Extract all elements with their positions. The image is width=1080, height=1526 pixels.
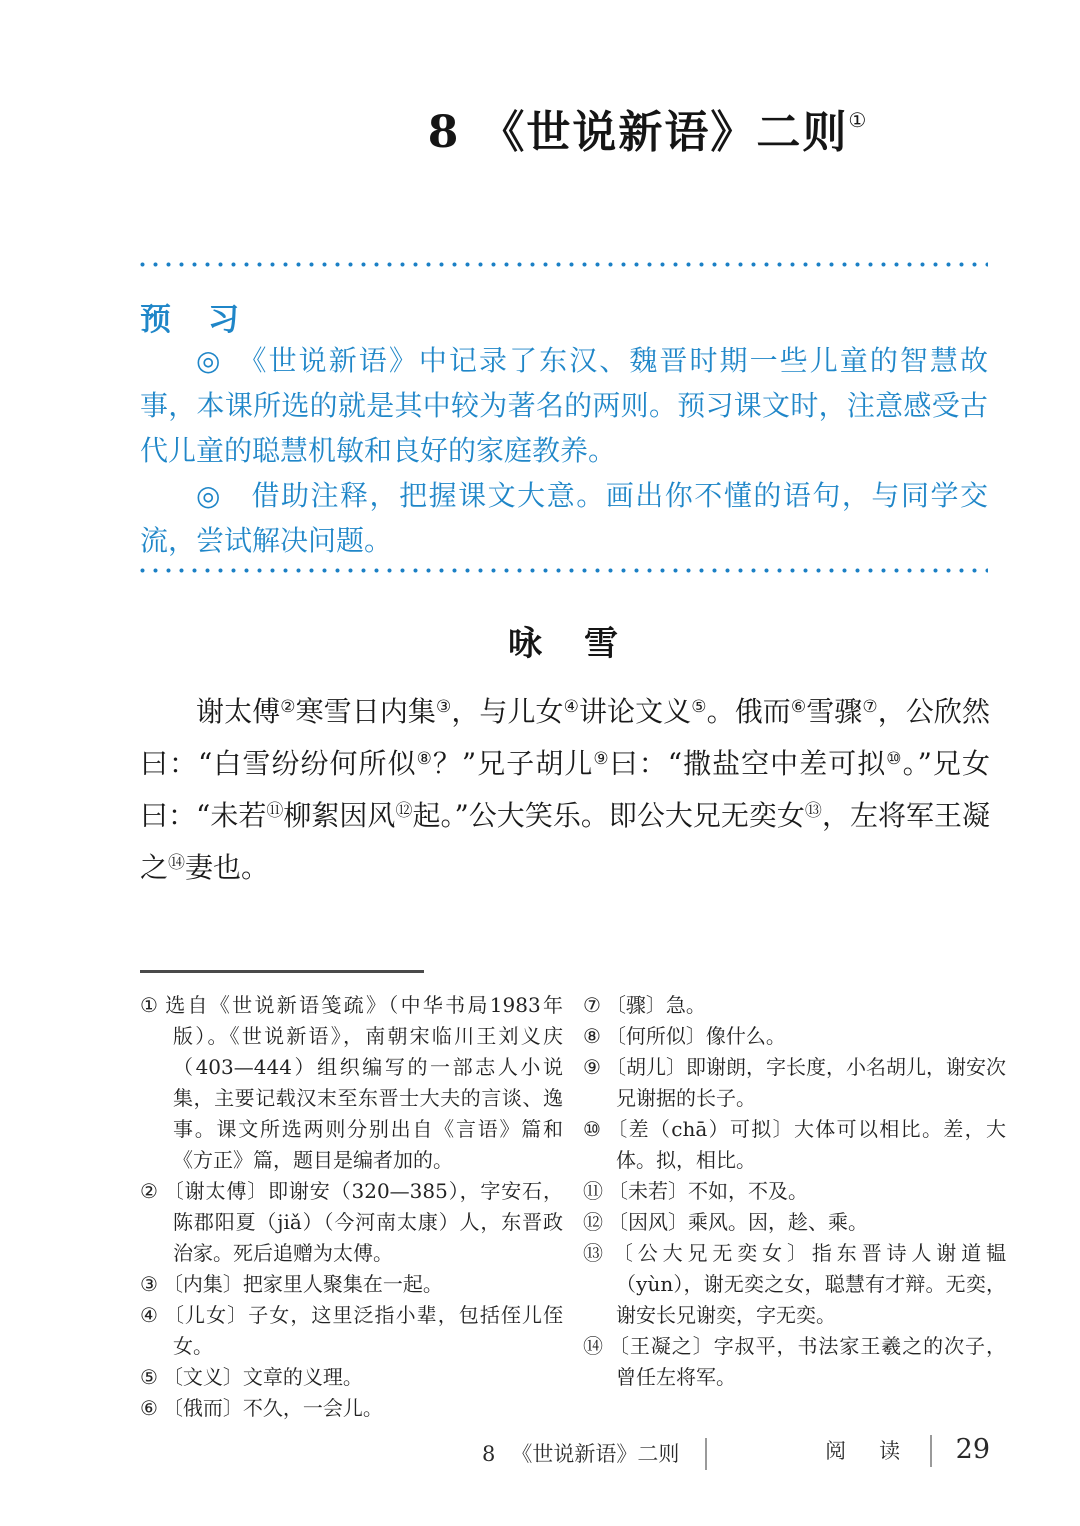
- footnote-text: 〔公大兄无奕女〕指东晋诗人谢道韫（yùn），谢无奕之女，聪慧有才辩。无奕，谢安长兄谢奕，字无奕。: [612, 1241, 1006, 1327]
- footnote-number: ⑪: [583, 1179, 603, 1203]
- footnote-text: 〔王凝之〕字叔平，书法家王羲之的次子，曾任左将军。: [608, 1334, 1007, 1389]
- footnote-item: [583, 1114, 1006, 1176]
- footnote-item: [583, 1052, 1006, 1114]
- footnote-text: 〔胡儿〕即谢朗，字长度，小名胡儿，谢安次兄谢据的长子。: [605, 1055, 1006, 1110]
- footnote-number: ⑫: [583, 1210, 603, 1234]
- footnote-item: [140, 1300, 563, 1362]
- footnotes-left-column: [140, 990, 563, 1424]
- footer-lesson-number: 8: [482, 1442, 496, 1466]
- footnote-text: 〔未若〕不如，不及。: [608, 1179, 808, 1203]
- footnote-item: [140, 1176, 563, 1269]
- footnote-text: 〔因风〕乘风。因，趁、乘。: [608, 1210, 868, 1234]
- footnote-number: ⑥: [140, 1396, 158, 1420]
- dotted-divider-bottom: [140, 568, 988, 573]
- preview-item: ◎ 借助注释，把握课文大意。画出你不懂的语句，与同学交流，尝试解决问题。: [140, 479, 988, 557]
- footnote-number: ⑩: [583, 1117, 603, 1141]
- footnote-text: 选自《世说新语笺疏》（中华书局1983年版）。《世说新语》，南朝宋临川王刘义庆（403—444）组织编写的一部志人小说集，主要记载汉末至东晋士大夫的言谈、逸事。课文所选两则分别出自《言语》篇和《方正》篇，题目是编者加的。: [165, 993, 563, 1172]
- footnote-text: 〔谢太傅〕即谢安（320—385），字安石，陈郡阳夏（jiǎ）（今河南太康）人，东晋政治家。死后追赠为太傅。: [163, 1179, 563, 1265]
- footnote-text: 〔文义〕文章的义理。: [162, 1365, 363, 1389]
- footnote-number: ①: [140, 993, 161, 1017]
- chapter-title-text: 《世说新语》二则: [480, 107, 849, 158]
- footnote-number: ③: [140, 1272, 158, 1296]
- footer-page-number: 29: [955, 1434, 990, 1465]
- lesson-title: 咏 雪: [508, 624, 622, 664]
- preview-body: [140, 338, 988, 563]
- footnote-item: [583, 990, 1006, 1021]
- footnote-number: ⑤: [140, 1365, 158, 1389]
- footnote-text: 〔骤〕急。: [605, 993, 706, 1017]
- footer-section-label: 阅 读: [825, 1439, 907, 1463]
- footnote-number: ⑧: [583, 1024, 601, 1048]
- footnote-number: ④: [140, 1303, 159, 1327]
- footnote-item: [140, 1269, 563, 1300]
- footnote-item: [140, 1393, 563, 1424]
- lesson-body: 谢太傅②寒雪日内集③，与儿女④讲论文义⑤。俄而⑥雪骤⑦，公欣然曰：“白雪纷纷何所似⑧？”兄子胡儿⑨曰：“撒盐空中差可拟⑩。”兄女曰：“未若⑪柳絮因风⑫起。”公大笑乐。即公大兄无奕女⑬，左将军王凝之⑭妻也。: [140, 695, 990, 884]
- footnote-text: 〔儿女〕子女，这里泛指小辈，包括侄儿侄女。: [164, 1303, 564, 1358]
- footnote-item: [583, 1021, 1006, 1052]
- footnote-item: [583, 1331, 1006, 1393]
- footnote-number: ⑨: [583, 1055, 601, 1079]
- footnote-number: ⑭: [583, 1334, 604, 1358]
- footnote-text: 〔内集〕把家里人聚集在一起。: [162, 1272, 443, 1296]
- footnote-item: [140, 990, 563, 1176]
- footer-page-group: [825, 1434, 990, 1467]
- preview-item: ◎ 《世说新语》中记录了东汉、魏晋时期一些儿童的智慧故事，本课所选的就是其中较为著名的两则。预习课文时，注意感受古代儿童的聪慧机敏和良好的家庭教养。: [140, 344, 988, 467]
- footnote-text: 〔何所似〕像什么。: [605, 1024, 786, 1048]
- footer-lesson-title: 《世说新语》二则: [511, 1442, 680, 1466]
- footnote-text: 〔俄而〕不久，一会儿。: [162, 1396, 383, 1420]
- dotted-divider-top: [140, 262, 988, 267]
- chapter-title-footnote-ref: ①: [848, 108, 867, 132]
- chapter-number: 8: [427, 107, 461, 158]
- footer-lesson-group: [482, 1438, 707, 1470]
- footnote-item: [583, 1207, 1006, 1238]
- footnote-separator-rule: [140, 970, 424, 973]
- footnote-item: [583, 1238, 1006, 1331]
- footnote-number: ⑬: [583, 1241, 608, 1265]
- page-footer: [140, 1432, 990, 1476]
- footnote-item: [140, 1362, 563, 1393]
- footnote-item: [583, 1176, 1006, 1207]
- footnote-number: ⑦: [583, 993, 601, 1017]
- footnotes-area: [140, 990, 1006, 1424]
- footnote-number: ②: [140, 1179, 159, 1203]
- footnotes-right-column: [583, 990, 1006, 1424]
- footer-divider-bar: [930, 1435, 932, 1467]
- preview-heading: 预 习: [140, 302, 242, 338]
- chapter-title: [140, 96, 990, 160]
- footer-divider-bar: [705, 1438, 707, 1470]
- footnote-text: 〔差（chā）可拟〕大体可以相比。差，大体。拟，相比。: [607, 1117, 1006, 1172]
